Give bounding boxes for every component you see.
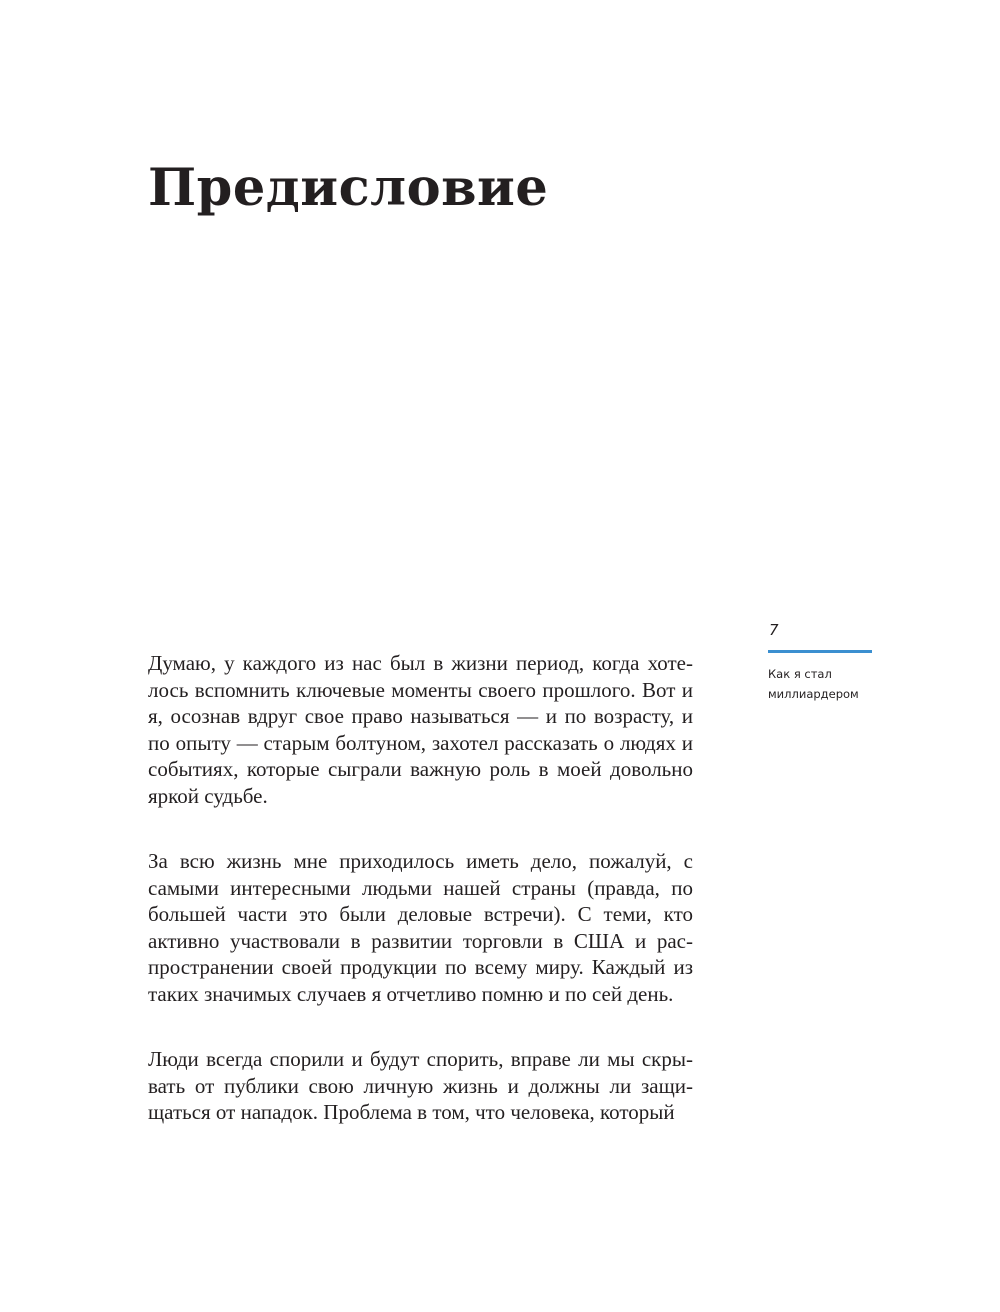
margin-divider [768,650,872,653]
paragraph-2: За всю жизнь мне приходилось иметь дело, пожалуй, с самыми интересными людьми нашей страны (правда, по большей части это были деловые встречи). С теми, кто активно участвовали в развитии торговли в США и распространении своей продукции по всему миру. Каждый из таких значимых случаев я отчетливо помню и по сей день. [148,849,693,1006]
margin-note [768,620,872,704]
paragraph-1: Думаю, у каждого из нас был в жизни период, когда хотелось вспомнить ключевые моменты своего прошлого. Вот и я, осознав вдруг свое право называться — и по возрасту, и по опыту — старым болтуном, захотел рассказать о людях и событиях, которые сыграли важную роль в моей довольно яркой судьбе. [148,651,693,808]
chapter-title: Предисловие [148,158,549,218]
body-text [148,650,693,1165]
paragraph-3: Люди всегда спорили и будут спорить, вправе ли мы скрывать от публики свою личную жизнь и должны ли защищаться от нападок. Проблема в том, что человека, который [148,1047,693,1124]
page-number: 7 [769,621,779,639]
running-title: Как я стал миллиардером [768,667,859,701]
